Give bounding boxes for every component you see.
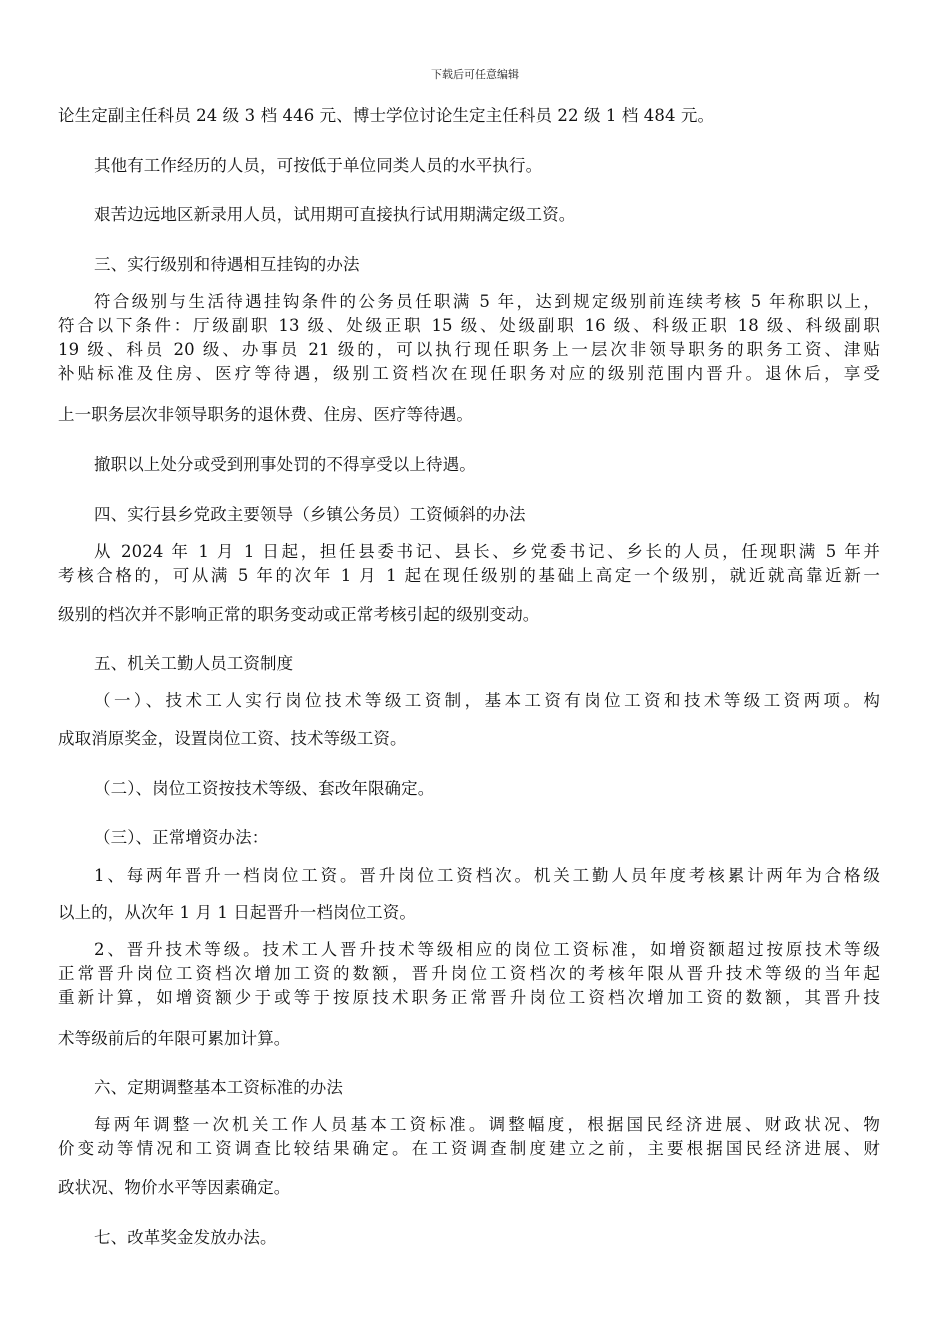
paragraph-line: 符合级别与生活待遇挂钩条件的公务员任职满 5 年，达到规定级别前连续考核 5 年称职以上， <box>94 292 880 311</box>
paragraph <box>58 290 880 386</box>
paragraph-line: 符合以下条件：厅级副职 13 级、处级正职 15 级、处级副职 16 级、科级正职 18 级、科级副职 <box>58 316 880 335</box>
paragraph-line: 从 2024 年 1 月 1 日起，担任县委书记、县长、乡党委书记、乡长的人员，任现职满 5 年并 <box>94 542 880 561</box>
paragraph-line: 论生定副主任科员 24 级 3 档 446 元、博士学位讨论生定主任科员 22 级 1 档 484 元。 <box>58 106 715 125</box>
paragraph <box>58 938 880 1010</box>
paragraph-line: 七、改革奖金发放办法。 <box>94 1228 277 1247</box>
paragraph-line: 正常晋升岗位工资档次增加工资的数额，晋升岗位工资档次的考核年限从晋升技术等级的当年起 <box>58 964 880 983</box>
paragraph-line: 重新计算，如增资额少于或等于按原技术职务正常晋升岗位工资档次增加工资的数额，其晋升技 <box>58 988 880 1007</box>
paragraph-line: 价变动等情况和工资调查比较结果确定。在工资调查制度建立之前，主要根据国民经济进展、财 <box>58 1139 880 1158</box>
paragraph-line: 六、定期调整基本工资标准的办法 <box>94 1078 343 1097</box>
paragraph <box>58 864 880 888</box>
paragraph <box>58 826 880 850</box>
paragraph-line: 每两年调整一次机关工作人员基本工资标准。调整幅度，根据国民经济进展、财政状况、物 <box>94 1115 880 1134</box>
paragraph <box>58 1076 880 1100</box>
paragraph-line: （三）、正常增资办法： <box>94 828 269 847</box>
paragraph <box>58 540 880 588</box>
paragraph <box>58 253 880 277</box>
paragraph-line: 以上的，从次年 1 月 1 日起晋升一档岗位工资。 <box>58 903 416 922</box>
paragraph-line: 补贴标准及住房、医疗等待遇，级别工资档次在现任职务对应的级别范围内晋升。退休后，享受 <box>58 364 880 383</box>
paragraph-line: 政状况、物价水平等因素确定。 <box>58 1178 291 1197</box>
paragraph <box>58 1027 880 1051</box>
paragraph <box>58 453 880 477</box>
paragraph-line: （一）、技术工人实行岗位技术等级工资制，基本工资有岗位工资和技术等级工资两项。构 <box>94 691 880 710</box>
paragraph <box>58 777 880 801</box>
paragraph <box>58 727 880 751</box>
paragraph-line: 1、每两年晋升一档岗位工资。晋升岗位工资档次。机关工勤人员年度考核累计两年为合格级 <box>94 866 880 885</box>
paragraph-line: 三、实行级别和待遇相互挂钩的办法 <box>94 255 360 274</box>
paragraph <box>58 689 880 713</box>
paragraph <box>58 1113 880 1161</box>
paragraph <box>58 203 880 227</box>
paragraph-line: 四、实行县乡党政主要领导（乡镇公务员）工资倾斜的办法 <box>94 505 526 524</box>
paragraph <box>58 652 880 676</box>
paragraph-line: （二）、岗位工资按技术等级、套改年限确定。 <box>94 779 435 798</box>
paragraph <box>58 1176 880 1200</box>
paragraph-line: 术等级前后的年限可累加计算。 <box>58 1029 291 1048</box>
paragraph-line: 成取消原奖金，设置岗位工资、技术等级工资。 <box>58 729 407 748</box>
paragraph-line: 19 级、科员 20 级、办事员 21 级的，可以执行现任职务上一层次非领导职务的职务工资、津贴 <box>58 340 880 359</box>
paragraph-line: 艰苦边远地区新录用人员，试用期可直接执行试用期满定级工资。 <box>94 205 576 224</box>
paragraph <box>58 1226 880 1250</box>
paragraph <box>58 603 880 627</box>
paragraph <box>58 901 880 925</box>
paragraph <box>58 403 880 427</box>
paragraph-line: 撤职以上处分或受到刑事处罚的不得享受以上待遇。 <box>94 455 476 474</box>
paragraph-line: 上一职务层次非领导职务的退休费、住房、医疗等待遇。 <box>58 405 473 424</box>
paragraph-line: 考核合格的，可从满 5 年的次年 1 月 1 起在现任级别的基础上高定一个级别，就近就高靠近新一 <box>58 566 880 585</box>
paragraph-line: 其他有工作经历的人员，可按低于单位同类人员的水平执行。 <box>94 156 543 175</box>
paragraph-line: 五、机关工勤人员工资制度 <box>94 654 294 673</box>
paragraph <box>58 154 880 178</box>
paragraph <box>58 104 880 128</box>
paragraph <box>58 503 880 527</box>
paragraph-line: 级别的档次并不影响正常的职务变动或正常考核引起的级别变动。 <box>58 605 540 624</box>
paragraph-line: 2、晋升技术等级。技术工人晋升技术等级相应的岗位工资标准，如增资额超过按原技术等级 <box>94 940 880 959</box>
page-header: 下载后可任意编辑 <box>431 68 519 81</box>
